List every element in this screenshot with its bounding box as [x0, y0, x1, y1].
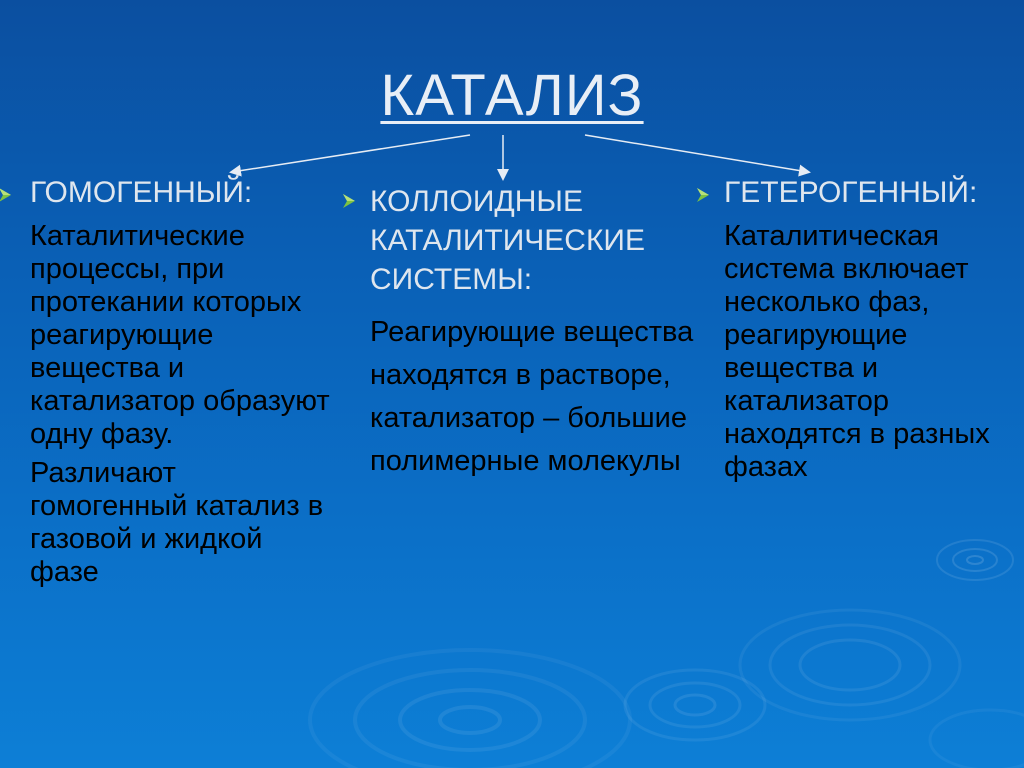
arrow-bullet-icon	[340, 192, 358, 210]
column-heading: ГЕТЕРОГЕННЫЙ:	[724, 176, 978, 209]
slide-title-text: КАТАЛИЗ	[380, 63, 644, 128]
arrow-right	[585, 135, 808, 172]
column-description: Реагирующие вещества находятся в растворе, катализатор – большие полимерные молекулы	[370, 316, 694, 477]
arrow-left	[232, 135, 470, 172]
slide-title	[0, 62, 1024, 130]
arrow-bullet-icon	[694, 186, 712, 204]
arrow-bullet-icon	[0, 186, 14, 204]
column-description: Каталитическая система включает несколько фаз, реагирующие вещества и катализатор находятся в разных фазах	[724, 220, 990, 483]
column-heading: ГОМОГЕННЫЙ:	[30, 176, 253, 209]
column-description-extra: Различают гомогенный катализ в газовой и жидкой фазе	[30, 457, 324, 588]
column-heading-row	[694, 176, 1024, 210]
column-homogeneous	[0, 176, 330, 589]
column-heading-row	[0, 176, 330, 210]
column-heading: КОЛЛОИДНЫЕ КАТАЛИТИЧЕСКИЕ СИСТЕМЫ:	[370, 185, 645, 296]
column-colloidal	[340, 182, 700, 483]
column-description: Каталитические процессы, при протекании которых реагирующие вещества и катализатор образуют одну фазу.	[30, 220, 330, 450]
column-heterogeneous	[694, 176, 1024, 484]
column-heading-row	[340, 182, 700, 299]
